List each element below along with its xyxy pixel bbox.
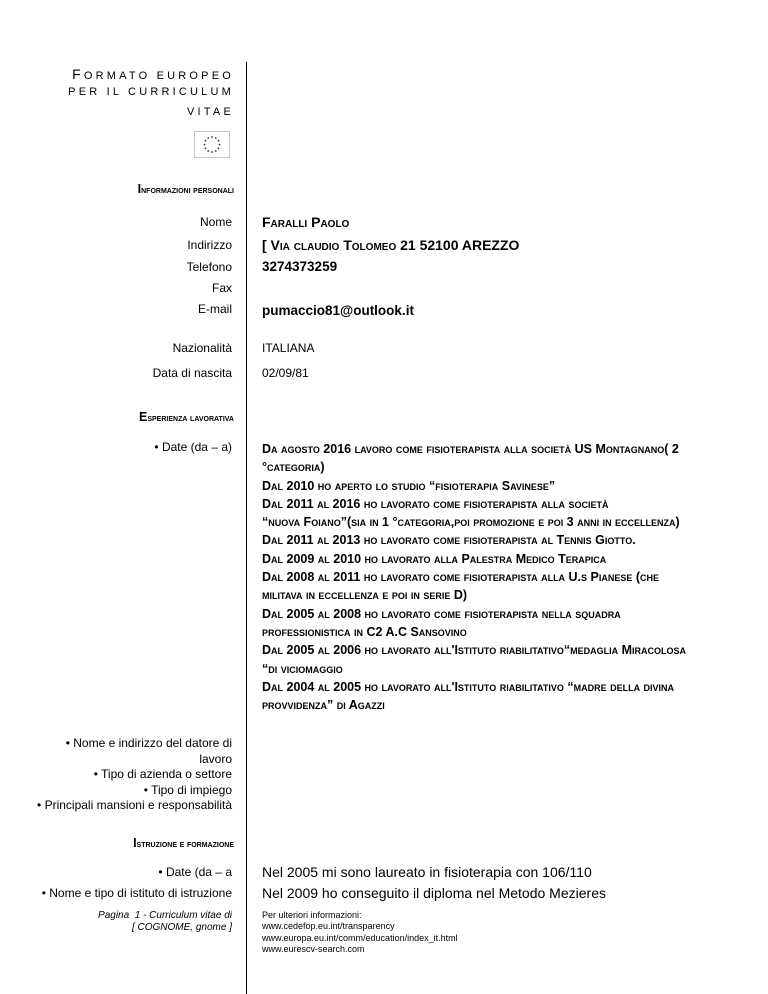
flag-star: [207, 150, 209, 152]
flag-star: [205, 147, 207, 149]
footer-page-prefix: Pagina: [98, 910, 130, 921]
education-line-2: Nel 2009 ho conseguito il diploma nel Metodo Mezieres: [262, 885, 606, 901]
flag-star: [219, 144, 221, 146]
label-education-dates: • Date (da – a: [158, 865, 232, 879]
section-personal-info: Informazioni personali: [137, 182, 234, 196]
header-title-line1: FORMATO EUROPEO: [72, 66, 234, 82]
footer-link[interactable]: www.eurescv-search.com: [262, 944, 365, 955]
footer-info: [262, 910, 458, 956]
label-education-institute: • Nome e tipo di istituto di istruzione: [41, 886, 232, 900]
value-nome: Faralli Paolo: [262, 214, 350, 230]
value-indirizzo: [ Via claudio Tolomeo 21 52100 AREZZO: [262, 237, 520, 253]
work-line: professionistica in C2 A.C Sansovino: [262, 624, 467, 639]
footer-page-number: 1: [134, 910, 141, 921]
footer-info-title: Per ulteriori informazioni:: [262, 910, 362, 920]
value-telefono: 3274373259: [262, 259, 338, 274]
value-nazionalita: ITALIANA: [262, 341, 315, 355]
flag-star: [211, 136, 213, 138]
value-data-nascita: 02/09/81: [262, 366, 309, 380]
label-email: E-mail: [197, 302, 232, 316]
work-line: militava in eccellenza e poi in serie D): [262, 588, 468, 603]
education-line-1: Nel 2005 mi sono laureato in fisioterapia con 106/110: [262, 864, 592, 880]
flag-star: [207, 137, 209, 139]
label-work-dates: • Date (da – a): [154, 440, 232, 454]
flag-star: [211, 151, 213, 153]
work-line: Da agosto 2016 lavoro come fisioterapista alla società US Montagnano( 2: [262, 442, 679, 456]
work-line: provvidenza” di Agazzi: [262, 698, 385, 713]
flag-star: [204, 144, 206, 146]
eu-flag-icon: [194, 131, 230, 158]
flag-star: [218, 147, 220, 149]
work-line: Dal 2009 al 2010 ho lavorato alla Palestra Medico Terapica: [262, 551, 607, 566]
label-duties: • Principali mansioni e responsabilità: [37, 798, 232, 812]
label-data-nascita: Data di nascita: [152, 366, 232, 380]
label-nome: Nome: [199, 215, 232, 229]
label-nazionalita: Nazionalità: [172, 341, 232, 355]
header-title-line2: PER IL CURRICULUM: [68, 86, 234, 98]
flag-star: [215, 137, 217, 139]
work-line: “di viciomaggio: [262, 661, 343, 676]
value-email: pumaccio81@outlook.it: [262, 303, 414, 318]
label-indirizzo: Indirizzo: [187, 238, 232, 252]
work-line: “nuova Foiano”(sia in 1 °categoria,poi promozione e poi 3 anni in eccellenza): [262, 515, 680, 530]
footer-name-placeholder: [ COGNOME, gnome ]: [131, 922, 232, 933]
footer-link[interactable]: www.cedefop.eu.int/transparency: [262, 921, 395, 932]
work-line: Dal 2011 al 2013 ho lavorato come fisioterapista al Tennis Giotto.: [262, 533, 636, 548]
footer-page-suffix: - Curriculum vitae di: [143, 910, 232, 921]
work-experience-list: [262, 440, 732, 714]
header-title-line3: VITAE: [187, 106, 234, 118]
label-employer-1: • Nome e indirizzo del datore di: [65, 736, 232, 750]
flag-star: [218, 140, 220, 142]
label-employer-2: lavoro: [199, 751, 232, 766]
label-fax: Fax: [211, 281, 232, 295]
label-sector: • Tipo di azienda o settore: [93, 767, 232, 781]
section-work-experience: Esperienza lavorativa: [139, 410, 234, 424]
flag-star: [215, 150, 217, 152]
label-telefono: Telefono: [186, 260, 232, 274]
footer-link[interactable]: www.europa.eu.int/comm/education/index_it.html: [262, 932, 458, 943]
work-field-labels: [37, 736, 232, 814]
footer-page-info: [98, 910, 232, 934]
work-line: Dal 2008 al 2011 ho lavorato come fisioterapista alla U.s Pianese (che: [262, 570, 659, 585]
label-job-type: • Tipo di impiego: [143, 782, 232, 797]
work-line: Dal 2005 al 2008 ho lavorato come fisioterapista nella squadra: [262, 606, 621, 621]
work-line: Dal 2005 al 2006 ho lavorato all'Istituto riabilitativo“medaglia Miracolosa: [262, 643, 687, 658]
work-line: Dal 2004 al 2005 ho lavorato all'Istituto riabilitativo “madre della divina: [262, 679, 675, 694]
work-line: °categoria): [262, 460, 325, 475]
flag-star: [205, 140, 207, 142]
section-education: Istruzione e formazione: [133, 836, 234, 850]
column-divider: [246, 62, 247, 994]
work-line: Dal 2011 al 2016 ho lavorato come fisioterapista alla società: [262, 496, 609, 511]
work-line: Dal 2010 ho aperto lo studio “fisioterapia Savinese”: [262, 478, 556, 493]
